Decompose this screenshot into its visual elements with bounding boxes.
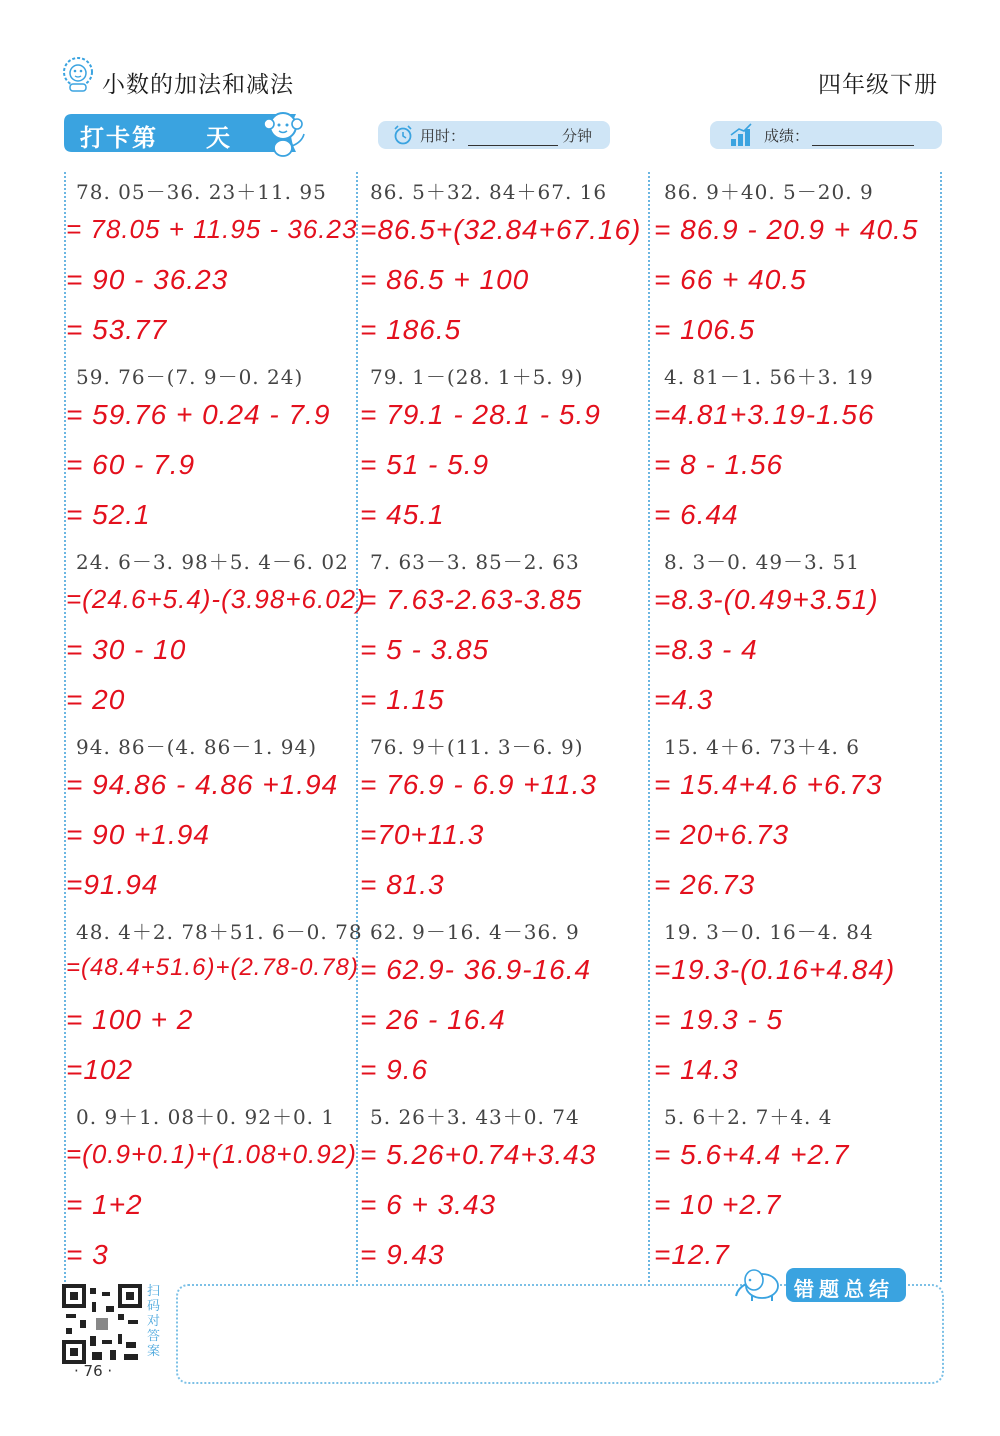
handwritten-answer-step: = 7.63-2.63-3.85 <box>360 584 583 615</box>
banner-day: 天 <box>206 124 230 152</box>
handwritten-answer-step: = 76.9 - 6.9 +11.3 <box>360 769 597 800</box>
handwritten-answer-step: = 90 +1.94 <box>66 819 210 850</box>
problem-expression: 94. 86－(4. 86－1. 94) <box>76 735 317 759</box>
handwritten-answer-step: =102 <box>66 1054 134 1085</box>
handwritten-answer-step: = 5 - 3.85 <box>360 634 490 665</box>
handwritten-answer-step: =8.3-(0.49+3.51) <box>654 584 879 615</box>
time-unit: 分钟 <box>562 127 593 145</box>
handwritten-answer-step: = 1+2 <box>66 1189 143 1220</box>
handwritten-answer-step: = 20+6.73 <box>654 819 790 850</box>
column-divider <box>356 172 358 1282</box>
handwritten-answer-step: = 78.05 + 11.95 - 36.23 <box>66 214 358 244</box>
time-blank[interactable] <box>468 145 558 146</box>
problem-expression: 8. 3－0. 49－3. 51 <box>664 550 860 574</box>
handwritten-answer-step: =19.3-(0.16+4.84) <box>654 954 896 985</box>
problem-expression: 15. 4＋6. 73＋4. 6 <box>664 735 860 759</box>
handwritten-answer-step: = 81.3 <box>360 869 445 900</box>
problem-expression: 7. 63－3. 85－2. 63 <box>370 550 580 574</box>
handwritten-answer-step: =8.3 - 4 <box>654 634 758 665</box>
handwritten-answer-step: = 51 - 5.9 <box>360 449 490 480</box>
problem-expression: 59. 76－(7. 9－0. 24) <box>76 365 304 389</box>
problem-expression: 86. 5＋32. 84＋67. 16 <box>370 180 608 204</box>
handwritten-answer-step: = 86.9 - 20.9 + 40.5 <box>654 214 919 245</box>
problem-expression: 48. 4＋2. 78＋51. 6－0. 78 <box>76 920 363 944</box>
handwritten-answer-step: = 9.6 <box>360 1054 429 1085</box>
handwritten-answer-step: = 94.86 - 4.86 +1.94 <box>66 769 339 800</box>
handwritten-answer-step: = 30 - 10 <box>66 634 187 665</box>
problem-expression: 79. 1－(28. 1＋5. 9) <box>370 365 584 389</box>
problem-expression: 19. 3－0. 16－4. 84 <box>664 920 874 944</box>
handwritten-answer-step: = 86.5 + 100 <box>360 264 530 295</box>
lion-mascot-icon <box>60 56 96 92</box>
handwritten-answer-step: = 19.3 - 5 <box>654 1004 784 1035</box>
handwritten-answer-step: = 100 + 2 <box>66 1004 194 1035</box>
handwritten-answer-step: = 26.73 <box>654 869 756 900</box>
handwritten-answer-step: =12.7 <box>654 1239 730 1270</box>
handwritten-answer-step: = 66 + 40.5 <box>654 264 807 295</box>
handwritten-answer-step: = 90 - 36.23 <box>66 264 229 295</box>
handwritten-answer-step: = 15.4+4.6 +6.73 <box>654 769 883 800</box>
handwritten-answer-step: = 59.76 + 0.24 - 7.9 <box>66 399 331 430</box>
page-number: · 76 · <box>74 1362 113 1380</box>
qr-code[interactable] <box>62 1284 142 1364</box>
handwritten-answer-step: =4.81+3.19-1.56 <box>654 399 875 430</box>
chart-bars-icon <box>728 122 754 148</box>
handwritten-answer-step: = 5.26+0.74+3.43 <box>360 1139 597 1170</box>
handwritten-answer-step: = 45.1 <box>360 499 445 530</box>
monkey-mascot-icon <box>256 106 310 160</box>
grade-label: 四年级下册 <box>818 72 938 98</box>
handwritten-answer-step: =86.5+(32.84+67.16) <box>360 214 642 245</box>
handwritten-answer-step: = 79.1 - 28.1 - 5.9 <box>360 399 601 430</box>
handwritten-answer-step: =(48.4+51.6)+(2.78-0.78) <box>66 954 359 981</box>
column-divider <box>648 172 650 1282</box>
handwritten-answer-step: = 52.1 <box>66 499 151 530</box>
grid-border-right <box>940 172 942 1282</box>
handwritten-answer-step: = 14.3 <box>654 1054 739 1085</box>
problem-expression: 78. 05－36. 23＋11. 95 <box>76 180 327 204</box>
handwritten-answer-step: = 20 <box>66 684 126 715</box>
handwritten-answer-step: = 53.77 <box>66 314 168 345</box>
problem-expression: 0. 9＋1. 08＋0. 92＋0. 1 <box>76 1105 336 1129</box>
handwritten-answer-step: = 8 - 1.56 <box>654 449 784 480</box>
score-label: 成绩： <box>764 127 810 145</box>
banner-label: 打卡第 <box>80 124 158 152</box>
handwritten-answer-step: = 6 + 3.43 <box>360 1189 497 1220</box>
handwritten-answer-step: =91.94 <box>66 869 159 900</box>
handwritten-answer-step: = 10 +2.7 <box>654 1189 782 1220</box>
problem-expression: 86. 9＋40. 5－20. 9 <box>664 180 874 204</box>
handwritten-answer-step: = 5.6+4.4 +2.7 <box>654 1139 850 1170</box>
handwritten-answer-step: = 26 - 16.4 <box>360 1004 506 1035</box>
problem-expression: 62. 9－16. 4－36. 9 <box>370 920 580 944</box>
handwritten-answer-step: =(24.6+5.4)-(3.98+6.02) <box>66 584 366 614</box>
summary-title: 错题总结 <box>794 1277 894 1301</box>
problem-expression: 24. 6－3. 98＋5. 4－6. 02 <box>76 550 349 574</box>
handwritten-answer-step: = 106.5 <box>654 314 756 345</box>
handwritten-answer-step: = 9.43 <box>360 1239 445 1270</box>
handwritten-answer-step: =70+11.3 <box>360 819 485 850</box>
score-blank[interactable] <box>812 145 914 146</box>
time-label: 用时： <box>420 127 466 145</box>
scan-for-answers-label: 扫码对答案 <box>147 1284 161 1359</box>
handwritten-answer-step: = 62.9- 36.9-16.4 <box>360 954 592 985</box>
handwritten-answer-step: =4.3 <box>654 684 714 715</box>
page-title: 小数的加法和减法 <box>102 72 294 98</box>
problem-expression: 5. 6＋2. 7＋4. 4 <box>664 1105 833 1129</box>
handwritten-answer-step: = 186.5 <box>360 314 462 345</box>
handwritten-answer-step: = 1.15 <box>360 684 445 715</box>
problem-expression: 4. 81－1. 56＋3. 19 <box>664 365 874 389</box>
elephant-mascot-icon <box>732 1266 784 1302</box>
alarm-clock-icon <box>392 124 414 146</box>
problem-expression: 5. 26＋3. 43＋0. 74 <box>370 1105 580 1129</box>
handwritten-answer-step: =(0.9+0.1)+(1.08+0.92) <box>66 1139 357 1169</box>
handwritten-answer-step: = 3 <box>66 1239 109 1270</box>
handwritten-answer-step: = 60 - 7.9 <box>66 449 196 480</box>
problem-expression: 76. 9＋(11. 3－6. 9) <box>370 735 584 759</box>
handwritten-answer-step: = 6.44 <box>654 499 739 530</box>
